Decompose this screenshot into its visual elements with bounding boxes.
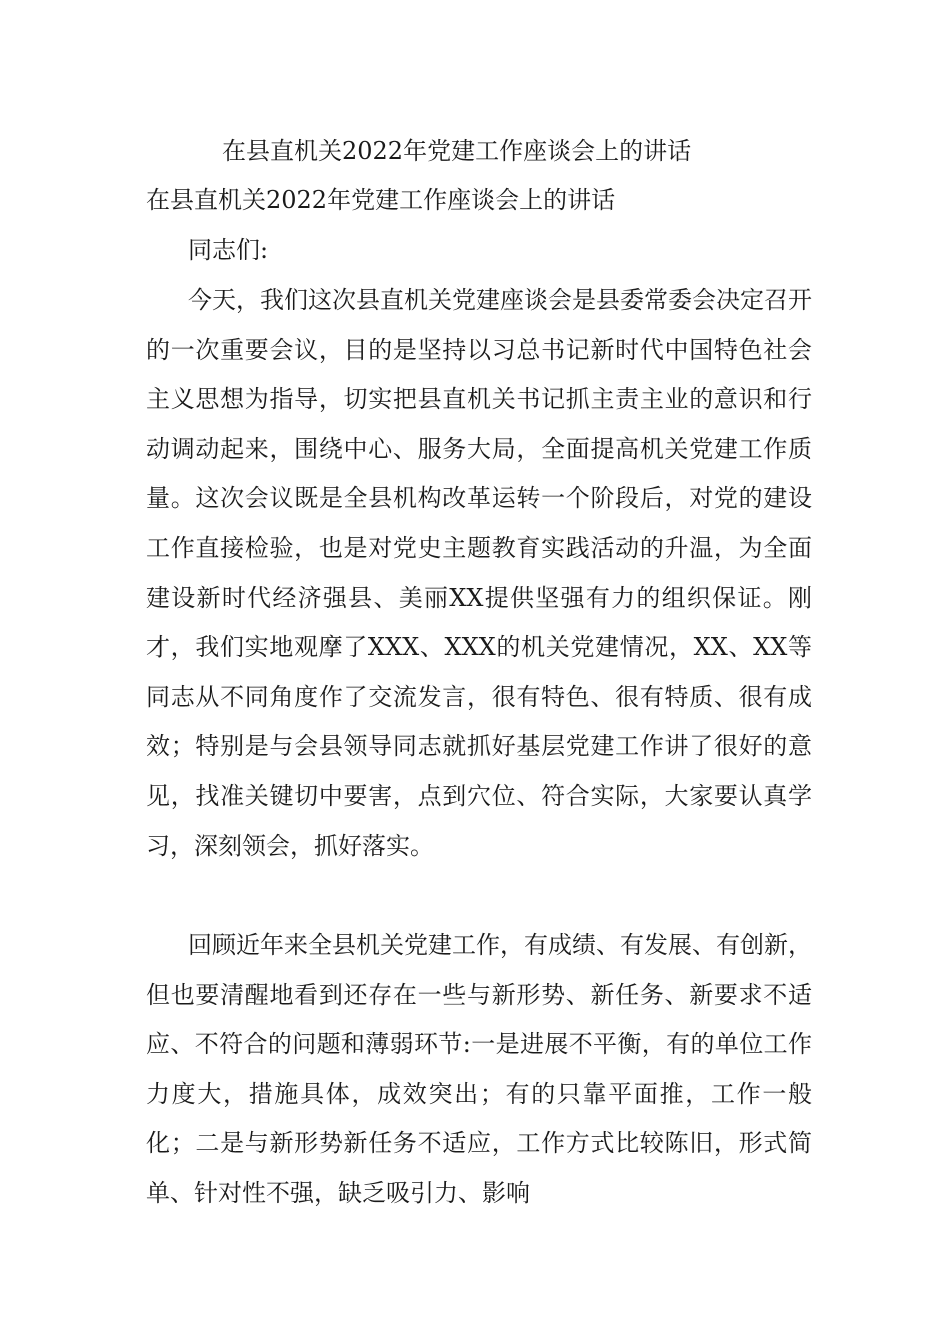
salutation: 同志们: bbox=[188, 236, 269, 264]
paragraph: 回顾近年来全县机关党建工作，有成绩、有发展、有创新，但也要清醒地看到还存在一些与新形势、新任务、新要求不适应、不符合的问题和薄弱环节:一是进展不平衡，有的单位工作力度大，措施具体，成效突出；有的只靠平面推，工作一般化；二是与新形势新任务不适应，工作方式比较陈旧，形式简单、针对性不强，缺乏吸引力、影响 bbox=[146, 931, 812, 1207]
paragraph: 今天，我们这次县直机关党建座谈会是县委常委会决定召开的一次重要会议，目的是坚持以习总书记新时代中国特色社会主义思想为指导，切实把县直机关书记抓主责主业的意识和行动调动起来，围绕中心、服务大局，全面提高机关党建工作质量。这次会议既是全县机构改革运转一个阶段后，对党的建设工作直接检验，也是对党史主题教育实践活动的升温，为全面建设新时代经济强县、美丽XX提供坚强有力的组织保证。刚才，我们实地观摩了XXX、XXX的机关党建情况，XX、XX等同志从不同角度作了交流发言，很有特色、很有特质、很有成效；特别是与会县领导同志就抓好基层党建工作讲了很好的意见，找准关键切中要害，点到穴位、符合实际，大家要认真学习，深刻领会，抓好落实。 bbox=[146, 286, 812, 860]
document-title: 在县直机关2022年党建工作座谈会上的讲话 bbox=[222, 137, 692, 165]
document-subtitle: 在县直机关2022年党建工作座谈会上的讲话 bbox=[146, 186, 616, 214]
